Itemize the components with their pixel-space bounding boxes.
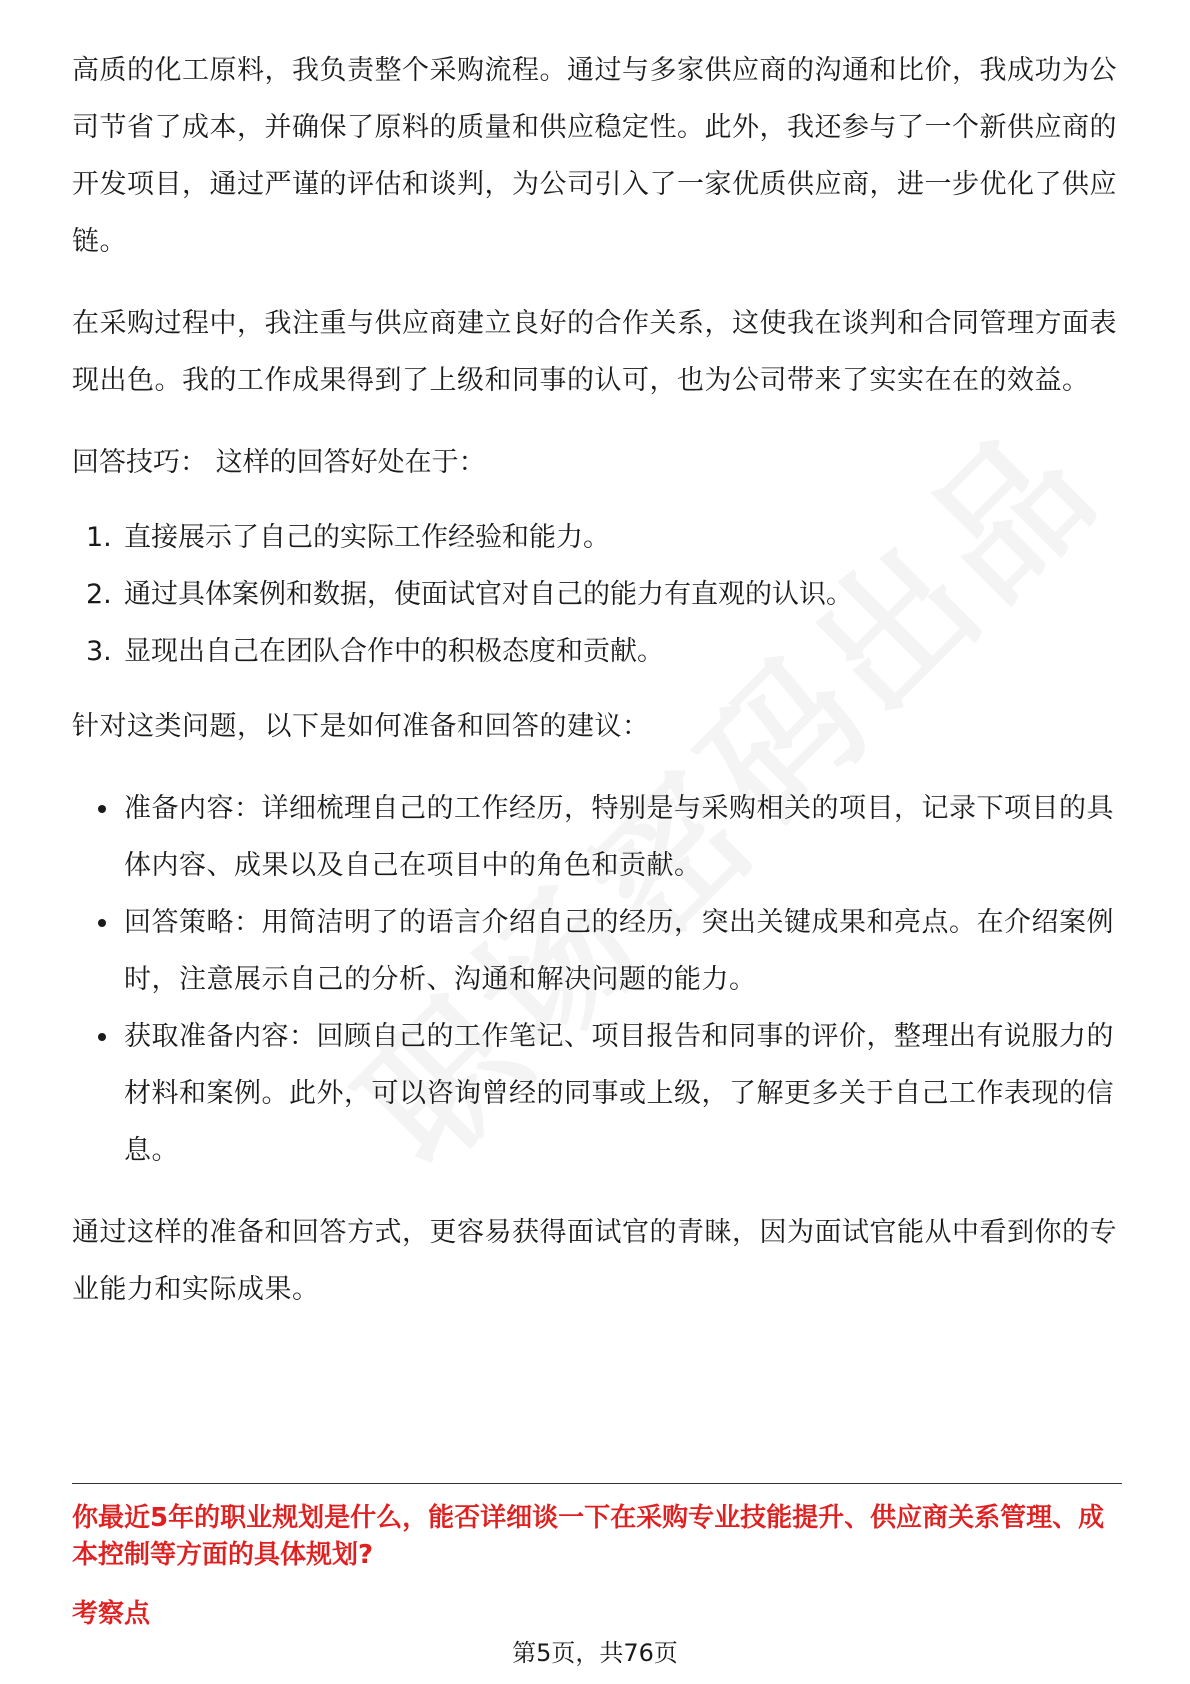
list-text: 通过具体案例和数据，使面试官对自己的能力有直观的认识。 bbox=[124, 579, 853, 610]
numbered-list bbox=[72, 509, 1122, 680]
divider bbox=[72, 1483, 1122, 1484]
document-body bbox=[72, 42, 1122, 1343]
page-footer: 第5页，共76页 bbox=[512, 1639, 678, 1667]
list-text: 直接展示了自己的实际工作经验和能力。 bbox=[124, 522, 610, 553]
bullet-item: 获取准备内容：回顾自己的工作笔记、项目报告和同事的评价，整理出有说服力的材料和案例。此外，可以咨询曾经的同事或上级，了解更多关于自己工作表现的信息。 bbox=[72, 1008, 1122, 1179]
list-item bbox=[72, 623, 1122, 680]
bullet-item: 回答策略：用简洁明了的语言介绍自己的经历，突出关键成果和亮点。在介绍案例时，注意展示自己的分析、沟通和解决问题的能力。 bbox=[72, 894, 1122, 1008]
question-heading: 你最近5年的职业规划是什么，能否详细谈一下在采购专业技能提升、供应商关系管理、成本控制等方面的具体规划? bbox=[72, 1503, 1105, 1570]
list-number: 1. bbox=[86, 522, 112, 553]
advice-intro: 针对这类问题，以下是如何准备和回答的建议： bbox=[72, 711, 650, 742]
section-label: 考察点 bbox=[72, 1599, 151, 1629]
bullet-list bbox=[72, 780, 1122, 1179]
paragraph-1: 高质的化工原料，我负责整个采购流程。通过与多家供应商的沟通和比价，我成功为公司节省了成本，并确保了原料的质量和供应稳定性。此外，我还参与了一个新供应商的开发项目，通过严谨的评估和谈判，为公司引入了一家优质供应商，进一步优化了供应链。 bbox=[72, 55, 1117, 257]
closing-paragraph: 通过这样的准备和回答方式，更容易获得面试官的青睐，因为面试官能从中看到你的专业能力和实际成果。 bbox=[72, 1217, 1117, 1305]
list-item bbox=[72, 509, 1122, 566]
bullet-item: 准备内容：详细梳理自己的工作经历，特别是与采购相关的项目，记录下项目的具体内容、成果以及自己在项目中的角色和贡献。 bbox=[72, 780, 1122, 894]
tips-title: 回答技巧： 这样的回答好处在于： bbox=[72, 447, 486, 478]
list-number: 2. bbox=[86, 579, 112, 610]
list-text: 显现出自己在团队合作中的积极态度和贡献。 bbox=[124, 636, 664, 667]
paragraph-2: 在采购过程中，我注重与供应商建立良好的合作关系，这使我在谈判和合同管理方面表现出色。我的工作成果得到了上级和同事的认可，也为公司带来了实实在在的效益。 bbox=[72, 308, 1117, 396]
list-number: 3. bbox=[86, 636, 112, 667]
list-item bbox=[72, 566, 1122, 623]
